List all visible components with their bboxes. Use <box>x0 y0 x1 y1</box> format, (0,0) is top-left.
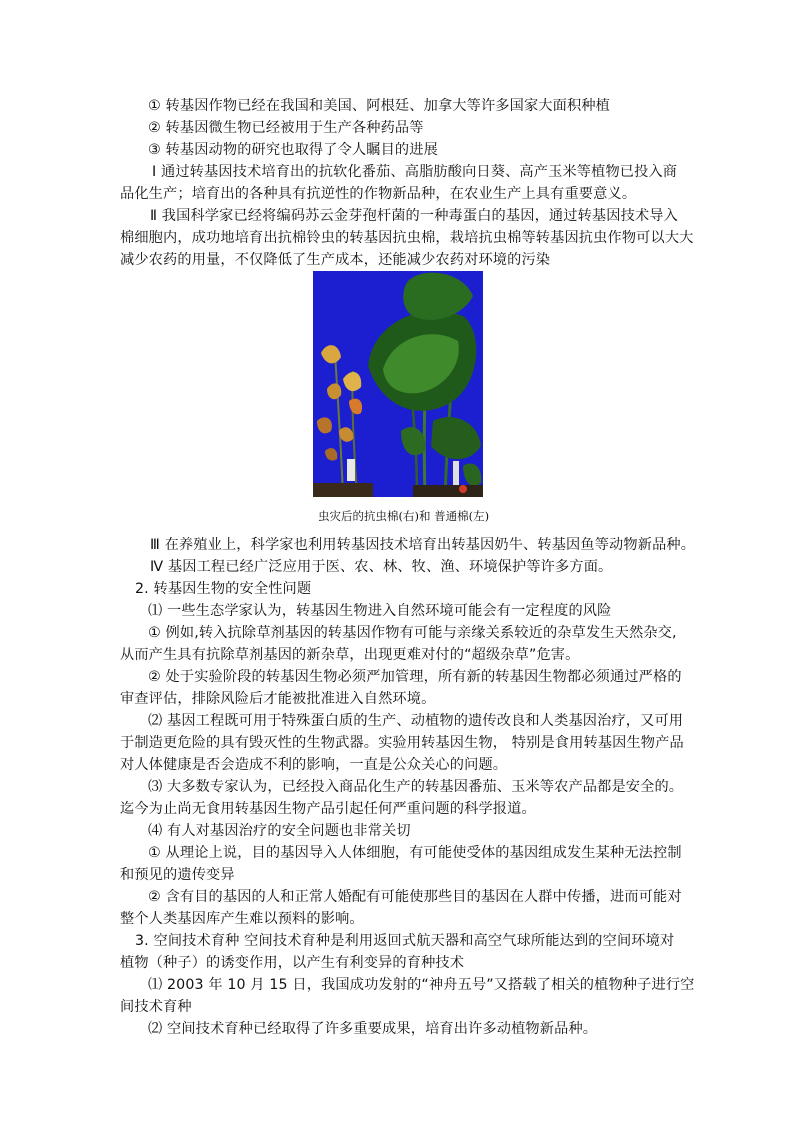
text-line: 棉细胞内，成功地培育出抗棉铃虫的转基因抗虫棉，栽培抗虫棉等转基因抗虫作物可以大大 <box>120 230 694 246</box>
text-line: 和预见的遗传变异 <box>120 867 235 883</box>
text-line: 审查评估，排除风险后才能被批准进入自然环境。 <box>120 691 436 707</box>
figure-caption: 虫灾后的抗虫棉(右)和 普通棉(左) <box>318 509 490 523</box>
section-heading: 3. 空间技术育种 空间技术育种是利用返回式航天器和高空气球所能达到的空间环境对 <box>135 933 675 949</box>
section-heading: 2. 转基因生物的安全性问题 <box>135 581 312 597</box>
text-line: 对人体健康是否会造成不利的影响，一直是公众关心的问题。 <box>120 757 508 773</box>
text-line: ② 转基因微生物已经被用于生产各种药品等 <box>148 120 424 136</box>
text-line: ⑴ 一些生态学家认为，转基因生物进入自然环境可能会有一定程度的风险 <box>148 603 612 619</box>
text-line: 品化生产；培育出的各种具有抗逆性的作物新品种，在农业生产上具有重要意义。 <box>120 186 637 202</box>
text-line: 减少农药的用量，不仅降低了生产成本，还能减少农药对环境的污染 <box>120 252 551 268</box>
text-line: 间技术育种 <box>120 999 192 1015</box>
text-line: ① 转基因作物已经在我国和美国、阿根廷、加拿大等许多国家大面积种植 <box>148 98 610 114</box>
text-line: ① 例如,转入抗除草剂基因的转基因作物有可能与亲缘关系较近的杂草发生天然杂交, <box>148 625 677 641</box>
text-line: 植物（种子）的诱变作用，以产生有利变异的育种技术 <box>120 955 465 971</box>
text-line: 从而产生具有抗除草剂基因的新杂草，出现更难对付的“超级杂草”危害。 <box>120 647 580 663</box>
text-line: 于制造更危险的具有毁灭性的生物武器。实验用转基因生物， 特别是食用转基因生物产品 <box>120 735 684 751</box>
text-line: ⑶ 大多数专家认为，已经投入商品化生产的转基因番茄、玉米等农产品都是安全的。 <box>148 779 684 795</box>
text-line: ② 处于实验阶段的转基因生物必须严加管理，所有新的转基因生物都必须通过严格的 <box>148 669 682 685</box>
text-line: ③ 转基因动物的研究也取得了令人瞩目的进展 <box>148 142 438 158</box>
text-line: 整个人类基因库产生难以预料的影响。 <box>120 911 364 927</box>
text-line: 迄今为止尚无食用转基因生物产品引起任何严重问题的科学报道。 <box>120 801 536 817</box>
text-line: ⑵ 基因工程既可用于特殊蛋白质的生产、动植物的遗传改良和人类基因治疗，又可用 <box>148 713 684 729</box>
cotton-plants-photo <box>313 271 483 497</box>
text-line: Ⅱ 我国科学家已经将编码苏云金芽孢杆菌的一种毒蛋白的基因，通过转基因技术导入 <box>150 208 678 224</box>
text-line: ⑷ 有人对基因治疗的安全问题也非常关切 <box>148 823 411 839</box>
text-line: ② 含有目的基因的人和正常人婚配有可能使那些目的基因在人群中传播，进而可能对 <box>148 889 682 905</box>
text-line: ⑴ 2003 年 10 月 15 日，我国成功发射的“神舟五号”又搭载了相关的植物种子进行空 <box>148 977 695 993</box>
text-line: ⑵ 空间技术育种已经取得了许多重要成果，培育出许多动植物新品种。 <box>148 1021 598 1037</box>
text-line: ① 从理论上说，目的基因导入人体细胞，有可能使受体的基因组成发生某种无法控制 <box>148 845 682 861</box>
text-line: Ⅰ 通过转基因技术培育出的抗软化番茄、高脂肪酸向日葵、高产玉米等植物已投入商 <box>152 164 678 180</box>
text-line: Ⅳ 基因工程已经广泛应用于医、农、林、牧、渔、环境保护等许多方面。 <box>150 559 613 575</box>
text-line: Ⅲ 在养殖业上，科学家也利用转基因技术培育出转基因奶牛、转基因鱼等动物新品种。 <box>150 537 696 553</box>
